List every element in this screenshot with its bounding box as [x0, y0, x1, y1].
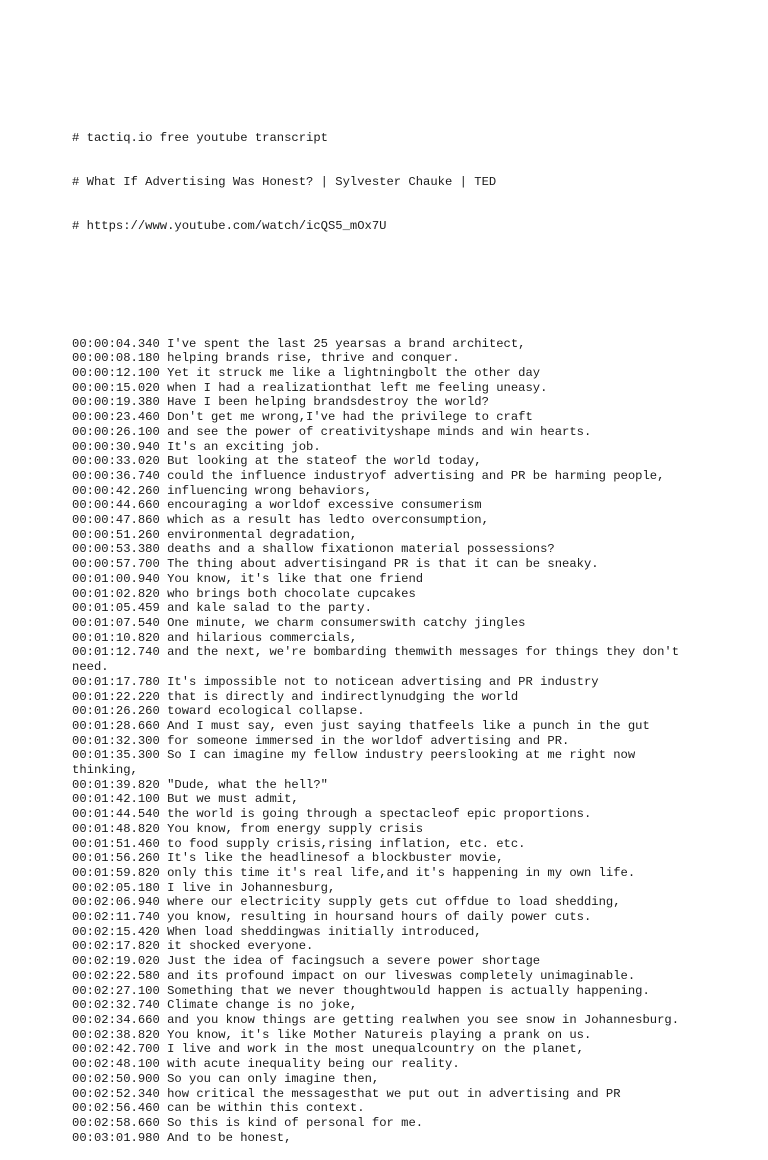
caption-text: and hilarious commercials, — [167, 630, 358, 645]
transcript-line — [72, 925, 702, 940]
caption-text: and kale salad to the party. — [167, 601, 372, 616]
transcript-line — [72, 851, 702, 866]
caption-text: who brings both chocolate cupcakes — [167, 586, 416, 601]
transcript-line — [72, 690, 702, 705]
caption-text: helping brands rise, thrive and conquer. — [167, 351, 460, 366]
timestamp: 00:02:15.420 — [72, 924, 160, 939]
caption-text: with acute inequality being our reality. — [167, 1057, 460, 1072]
transcript-line — [72, 984, 702, 999]
caption-text: So you can only imagine then, — [167, 1071, 380, 1086]
caption-text: and you know things are getting realwhen you see snow in Johannesburg. — [167, 1012, 680, 1027]
transcript-line — [72, 910, 702, 925]
caption-text: I live in Johannesburg, — [167, 880, 336, 895]
caption-text: you know, resulting in hoursand hours of daily power cuts. — [167, 910, 592, 925]
transcript-line — [72, 410, 702, 425]
timestamp: 00:01:07.540 — [72, 616, 160, 630]
timestamp: 00:02:38.820 — [72, 1027, 160, 1042]
transcript-line — [72, 1101, 702, 1116]
timestamp: 00:02:27.100 — [72, 983, 160, 998]
transcript-header — [72, 101, 702, 263]
header-url-line: # https://www.youtube.com/watch/icQS5_mOx7U — [72, 219, 387, 234]
timestamp: 00:02:42.700 — [72, 1042, 160, 1057]
timestamp: 00:00:51.260 — [72, 527, 160, 542]
transcript-line — [72, 542, 702, 557]
timestamp: 00:02:50.900 — [72, 1071, 160, 1086]
caption-text: "Dude, what the hell?" — [167, 777, 328, 792]
transcript-line — [72, 631, 702, 646]
caption-text: One minute, we charm consumerswith catchy jingles — [167, 616, 526, 630]
caption-text: But we must admit, — [167, 792, 299, 807]
timestamp: 00:02:22.580 — [72, 968, 160, 983]
transcript-line — [72, 572, 702, 587]
transcript-line — [72, 998, 702, 1013]
transcript-line — [72, 1042, 702, 1057]
transcript-line — [72, 866, 702, 881]
transcript-line — [72, 1013, 702, 1028]
caption-text: and see the power of creativityshape minds and win hearts. — [167, 424, 592, 439]
timestamp: 00:02:05.180 — [72, 880, 160, 895]
caption-text: I live and work in the most unequalcountry on the planet, — [167, 1042, 584, 1057]
caption-text: and the next, we're bombarding themwith messages for things they don't need. — [72, 645, 687, 675]
timestamp: 00:01:00.940 — [72, 571, 160, 586]
timestamp: 00:00:47.860 — [72, 513, 160, 528]
caption-text: Yet it struck me like a lightningbolt the other day — [167, 366, 541, 381]
transcript-line — [72, 601, 702, 616]
timestamp: 00:02:58.660 — [72, 1115, 160, 1130]
transcript-line — [72, 954, 702, 969]
transcript-line — [72, 1087, 702, 1102]
caption-text: Don't get me wrong,I've had the privilege to craft — [167, 410, 533, 425]
caption-text: Just the idea of facingsuch a severe power shortage — [167, 954, 541, 969]
transcript-line — [72, 440, 702, 455]
timestamp: 00:00:33.020 — [72, 454, 160, 469]
transcript-line — [72, 734, 702, 749]
transcript-line — [72, 969, 702, 984]
transcript-line — [72, 807, 702, 822]
transcript-line — [72, 895, 702, 910]
transcript-line — [72, 498, 702, 513]
timestamp: 00:03:01.980 — [72, 1130, 160, 1145]
transcript-line — [72, 1057, 702, 1072]
caption-text: where our electricity supply gets cut offdue to load shedding, — [167, 895, 621, 910]
timestamp: 00:00:08.180 — [72, 351, 160, 366]
timestamp: 00:00:44.660 — [72, 498, 160, 513]
transcript-line — [72, 881, 702, 896]
timestamp: 00:01:32.300 — [72, 733, 160, 748]
timestamp: 00:00:42.260 — [72, 483, 160, 498]
transcript-line — [72, 351, 702, 366]
header-source-line: # tactiq.io free youtube transcript — [72, 130, 328, 145]
caption-text: It's an exciting job. — [167, 439, 321, 454]
timestamp: 00:00:26.100 — [72, 424, 160, 439]
caption-text: So this is kind of personal for me. — [167, 1115, 424, 1130]
caption-text: how critical the messagesthat we put out in advertising and PR — [167, 1086, 621, 1101]
timestamp: 00:02:19.020 — [72, 954, 160, 969]
caption-text: You know, from energy supply crisis — [167, 821, 424, 836]
transcript-line — [72, 425, 702, 440]
transcript-line — [72, 792, 702, 807]
caption-text: So I can imagine my fellow industry peerslooking at me right now thinking, — [72, 748, 643, 778]
transcript-line — [72, 381, 702, 396]
timestamp: 00:00:53.380 — [72, 542, 160, 557]
transcript-document — [72, 72, 702, 1160]
timestamp: 00:02:32.740 — [72, 998, 160, 1013]
caption-text: You know, it's like that one friend — [167, 571, 424, 586]
header-title-line: # What If Advertising Was Honest? | Sylvester Chauke | TED — [72, 174, 497, 189]
transcript-line — [72, 939, 702, 954]
transcript-line — [72, 704, 702, 719]
transcript-line — [72, 557, 702, 572]
timestamp: 00:00:30.940 — [72, 439, 160, 454]
timestamp: 00:00:12.100 — [72, 366, 160, 381]
caption-text: I've spent the last 25 yearsas a brand architect, — [167, 336, 526, 351]
timestamp: 00:01:26.260 — [72, 704, 160, 719]
timestamp: 00:01:22.220 — [72, 689, 160, 704]
timestamp: 00:01:28.660 — [72, 718, 160, 733]
timestamp: 00:00:04.340 — [72, 336, 160, 351]
transcript-line — [72, 748, 702, 777]
caption-text: And I must say, even just saying thatfeels like a punch in the gut — [167, 718, 650, 733]
caption-text: Climate change is no joke, — [167, 998, 358, 1013]
transcript-line — [72, 1131, 702, 1146]
transcript-line — [72, 822, 702, 837]
caption-text: influencing wrong behaviors, — [167, 483, 372, 498]
timestamp: 00:00:15.020 — [72, 380, 160, 395]
timestamp: 00:01:39.820 — [72, 777, 160, 792]
timestamp: 00:01:12.740 — [72, 645, 160, 660]
caption-text: toward ecological collapse. — [167, 704, 365, 719]
timestamp: 00:02:17.820 — [72, 939, 160, 954]
timestamp: 00:02:34.660 — [72, 1012, 160, 1027]
timestamp: 00:02:56.460 — [72, 1101, 160, 1116]
transcript-line — [72, 837, 702, 852]
timestamp: 00:00:57.700 — [72, 557, 160, 572]
transcript-line — [72, 645, 702, 674]
transcript-line — [72, 1116, 702, 1131]
timestamp: 00:01:42.100 — [72, 792, 160, 807]
caption-text: deaths and a shallow fixationon material possessions? — [167, 542, 555, 557]
transcript-line — [72, 1072, 702, 1087]
caption-text: and its profound impact on our liveswas completely unimaginable. — [167, 968, 636, 983]
timestamp: 00:01:05.459 — [72, 601, 160, 616]
transcript-line — [72, 366, 702, 381]
timestamp: 00:02:11.740 — [72, 910, 160, 925]
timestamp: 00:02:52.340 — [72, 1086, 160, 1101]
caption-text: to food supply crisis,rising inflation, etc. etc. — [167, 836, 526, 851]
caption-text: for someone immersed in the worldof advertising and PR. — [167, 733, 570, 748]
caption-text: that is directly and indirectlynudging the world — [167, 689, 519, 704]
timestamp: 00:01:02.820 — [72, 586, 160, 601]
transcript-line — [72, 1028, 702, 1043]
caption-text: only this time it's real life,and it's happening in my own life. — [167, 865, 636, 880]
caption-text: And to be honest, — [167, 1130, 292, 1145]
transcript-line — [72, 395, 702, 410]
timestamp: 00:02:48.100 — [72, 1057, 160, 1072]
timestamp: 00:01:44.540 — [72, 807, 160, 822]
transcript-line — [72, 337, 702, 352]
caption-text: the world is going through a spectacleof epic proportions. — [167, 807, 592, 822]
transcript-line — [72, 484, 702, 499]
transcript-line — [72, 528, 702, 543]
caption-text: You know, it's like Mother Natureis playing a prank on us. — [167, 1027, 592, 1042]
caption-text: could the influence industryof advertising and PR be harming people, — [167, 468, 665, 483]
header-spacer — [72, 293, 702, 308]
timestamp: 00:02:06.940 — [72, 895, 160, 910]
caption-text: can be within this context. — [167, 1101, 365, 1116]
caption-text: it shocked everyone. — [167, 939, 314, 954]
timestamp: 00:01:17.780 — [72, 674, 160, 689]
transcript-line — [72, 454, 702, 469]
timestamp: 00:00:19.380 — [72, 395, 160, 410]
caption-text: When load sheddingwas initially introduced, — [167, 924, 482, 939]
timestamp: 00:00:23.460 — [72, 410, 160, 425]
caption-text: The thing about advertisingand PR is that it can be sneaky. — [167, 557, 599, 572]
timestamp: 00:01:35.300 — [72, 748, 160, 763]
timestamp: 00:01:59.820 — [72, 865, 160, 880]
timestamp: 00:01:56.260 — [72, 851, 160, 866]
caption-text: encouraging a worldof excessive consumerism — [167, 498, 482, 513]
timestamp: 00:01:51.460 — [72, 836, 160, 851]
transcript-line — [72, 778, 702, 793]
transcript-line — [72, 675, 702, 690]
transcript-line — [72, 513, 702, 528]
caption-text: when I had a realizationthat left me feeling uneasy. — [167, 380, 548, 395]
transcript-line — [72, 719, 702, 734]
transcript-line — [72, 587, 702, 602]
transcript-body — [72, 337, 702, 1146]
transcript-line — [72, 469, 702, 484]
caption-text: But looking at the stateof the world today, — [167, 454, 482, 469]
caption-text: Something that we never thoughtwould happen is actually happening. — [167, 983, 650, 998]
timestamp: 00:00:36.740 — [72, 468, 160, 483]
caption-text: It's impossible not to noticean advertising and PR industry — [167, 674, 599, 689]
caption-text: which as a result has ledto overconsumption, — [167, 513, 489, 528]
timestamp: 00:01:48.820 — [72, 821, 160, 836]
caption-text: environmental degradation, — [167, 527, 358, 542]
caption-text: Have I been helping brandsdestroy the world? — [167, 395, 489, 410]
caption-text: It's like the headlinesof a blockbuster movie, — [167, 851, 504, 866]
timestamp: 00:01:10.820 — [72, 630, 160, 645]
transcript-line — [72, 616, 702, 631]
